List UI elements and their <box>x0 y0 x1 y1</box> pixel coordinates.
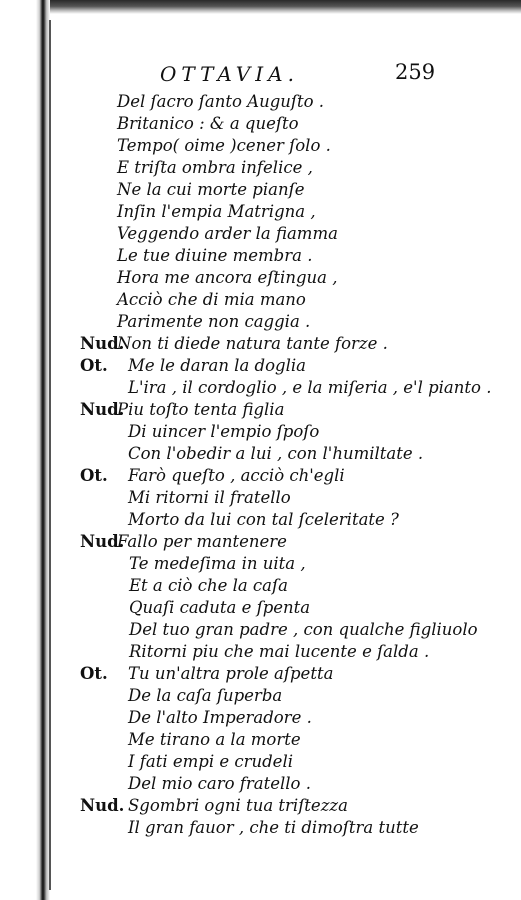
verse-text: I fati empi e crudeli <box>128 752 293 771</box>
verse-line <box>0 466 521 488</box>
verse-text: Fallo per mantenere <box>117 532 287 551</box>
verse-text: L'ira , il cordoglio , e la miſeria , e'l pianto . <box>128 378 492 397</box>
verse-line <box>0 774 521 796</box>
verse-text: Parimente non caggia . <box>117 312 311 331</box>
speaker-label: Ot. <box>80 664 108 683</box>
verse-line <box>0 620 521 642</box>
verse-text: E triſta ombra infelice , <box>117 158 313 177</box>
verse-text: Hora me ancora eſtingua , <box>117 268 338 287</box>
verse-line <box>0 664 521 686</box>
verse-text: Veggendo arder la fiamma <box>117 224 338 243</box>
verse-text: Quaſi caduta e ſpenta <box>129 598 311 617</box>
verse-text: Del tuo gran padre , con qualche figliuolo <box>129 620 478 639</box>
speaker-label: Ot. <box>80 356 108 375</box>
speaker-label: Nud. <box>80 334 125 353</box>
verse-line <box>0 708 521 730</box>
verse-text: Me le daran la doglia <box>128 356 306 375</box>
verse-text: Il gran fauor , che ti dimoſtra tutte <box>128 818 419 837</box>
verse-line <box>0 444 521 466</box>
page-top-edge <box>40 0 521 14</box>
verse-text: Del mio caro fratello . <box>128 774 311 793</box>
speaker-label: Nud. <box>80 796 125 815</box>
verse-text: Non ti diede natura tante forze . <box>117 334 388 353</box>
verse-line <box>0 356 521 378</box>
verse-line <box>0 180 521 202</box>
verse-text: Ritorni piu che mai lucente e ſalda . <box>129 642 430 661</box>
verse-line <box>0 576 521 598</box>
verse-line <box>0 532 521 554</box>
verse-text: Ne la cui morte pianſe <box>117 180 305 199</box>
verse-line <box>0 818 521 840</box>
verse-line <box>0 510 521 532</box>
verse-text: Del ſacro ſanto Auguſto . <box>117 92 325 111</box>
verse-line <box>0 730 521 752</box>
verse-text: Di uincer l'empio ſpoſo <box>128 422 320 441</box>
verse-text: Le tue diuine membra . <box>117 246 313 265</box>
verse-text: Sgombri ogni tua triſtezza <box>128 796 348 815</box>
verse-line <box>0 334 521 356</box>
verse-line <box>0 554 521 576</box>
verse-line <box>0 268 521 290</box>
verse-line <box>0 224 521 246</box>
verse-text: Acciò che di mia mano <box>117 290 306 309</box>
verse-line <box>0 796 521 818</box>
running-head: OTTAVIA. <box>160 62 299 86</box>
verse-line <box>0 752 521 774</box>
verse-text: De l'alto Imperadore . <box>128 708 312 727</box>
verse-line <box>0 202 521 224</box>
verse-text: Me tirano a la morte <box>128 730 301 749</box>
speaker-label: Nud. <box>80 400 125 419</box>
verse-line <box>0 378 521 400</box>
verse-line <box>0 642 521 664</box>
verse-text: De la caſa ſuperba <box>128 686 283 705</box>
verse-line <box>0 92 521 114</box>
speaker-label: Nud. <box>80 532 125 551</box>
page-header <box>0 62 521 88</box>
verse-text: Et a ciò che la caſa <box>129 576 288 595</box>
verse-line <box>0 158 521 180</box>
verse-text: Inſin l'empia Matrigna , <box>117 202 316 221</box>
verse-line <box>0 598 521 620</box>
verse-line <box>0 686 521 708</box>
verse-line <box>0 422 521 444</box>
verse-text: Tu un'altra prole aſpetta <box>128 664 334 683</box>
verse-text: Mi ritorni il fratello <box>128 488 291 507</box>
verse-line <box>0 246 521 268</box>
verse-text: Te medeſima in uita , <box>129 554 306 573</box>
verse-line <box>0 114 521 136</box>
verse-line <box>0 400 521 422</box>
page-number: 259 <box>395 60 436 84</box>
verse-text: Piu toſto tenta figlia <box>117 400 285 419</box>
speaker-label: Ot. <box>80 466 108 485</box>
verse-line <box>0 312 521 334</box>
verse-text: Britanico : & a queſto <box>117 114 299 133</box>
verse-line <box>0 488 521 510</box>
verse-text: Tempo( oime )cener ſolo . <box>117 136 331 155</box>
verse-text: Farò queſto , acciò ch'egli <box>128 466 345 485</box>
verse-text: Con l'obedir a lui , con l'humiltate . <box>128 444 424 463</box>
verse-line <box>0 136 521 158</box>
verse-line <box>0 290 521 312</box>
verse-text: Morto da lui con tal ſceleritate ? <box>128 510 399 529</box>
